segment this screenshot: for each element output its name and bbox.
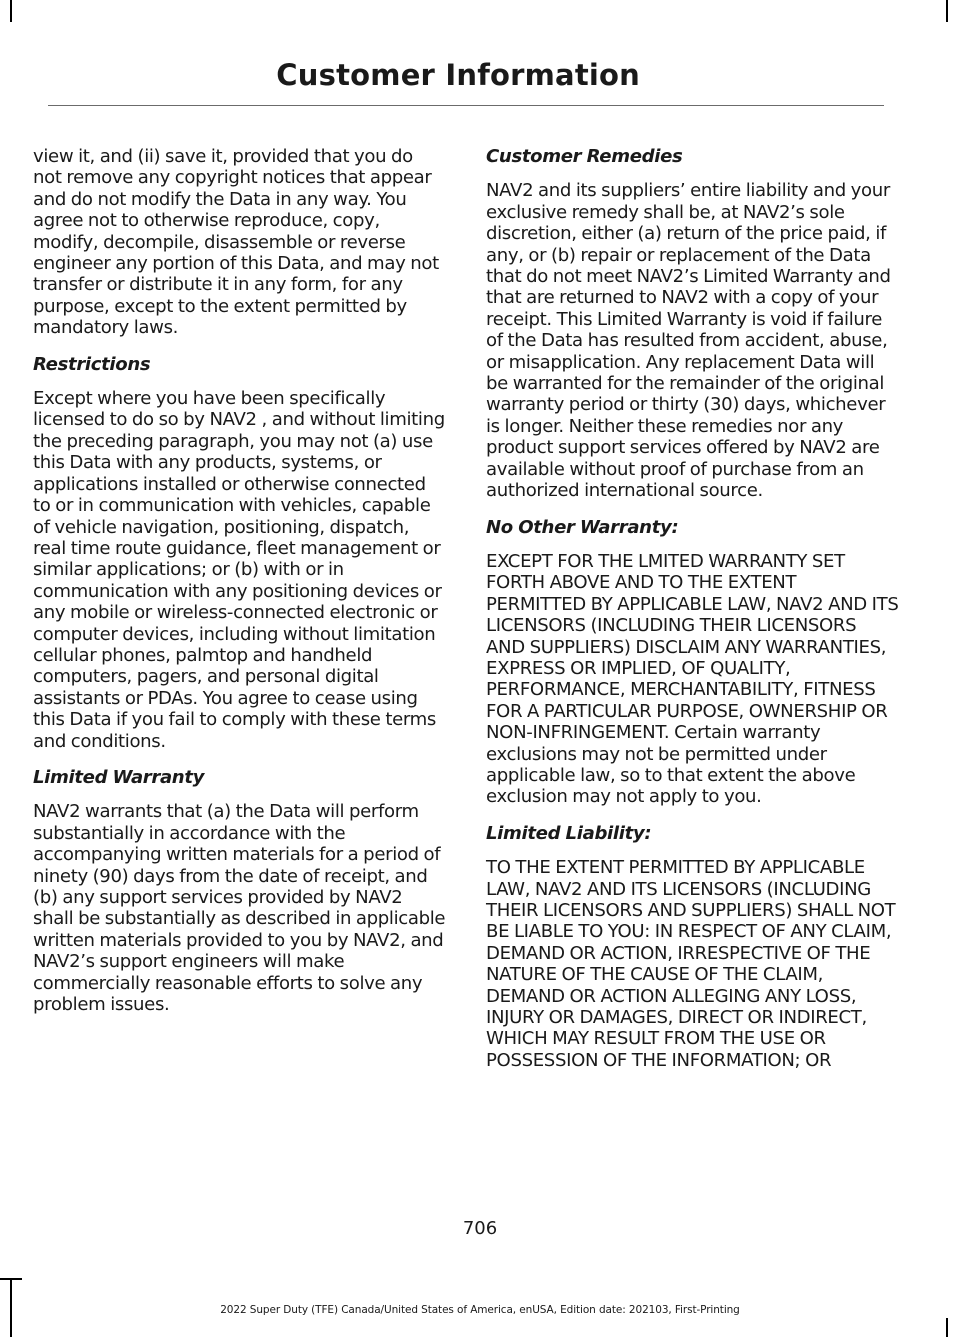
heading-customer-remedies: Customer Remedies [486, 146, 683, 167]
crop-mark-bottom-right-v [946, 1318, 948, 1337]
heading-limited-warranty: Limited Warranty [33, 766, 205, 788]
intro-paragraph: view it, and (ii) save it, provided that you do not remove any copyright notices that appear and do not modify the Data in any way. You agree not to otherwise reproduce, copy, modify, decompile, disassemble or reverse engineer any portion of this Data, and may not transfer or distribute it in any form, for any purpose, except to the extent permitted by mandatory laws. [33, 146, 439, 339]
heading-limited-liability: Limited Liability: [486, 822, 652, 844]
crop-mark-top-right-v [946, 0, 948, 22]
left-column [33, 146, 446, 1030]
limited-liability-paragraph: TO THE EXTENT PERMITTED BY APPLICABLE LAW, NAV2 AND ITS LICENSORS (INCLUDING THEIR LICENSORS AND SUPPLIERS) SHALL NOT BE LIABLE TO YOU: IN RESPECT OF ANY CLAIM, DEMAND OR ACTION, IRRESPECTIVE OF THE NATURE OF THE CAUSE OF THE CLAIM, DEMAND OR ACTION ALLEGING ANY LOSS, INJURY OR DAMAGES, DIRECT OR INDIRECT, WHICH MAY RESULT FROM THE USE OR POSSESSION OF THE INFORMATION; OR [486, 857, 896, 1071]
right-column [486, 146, 899, 1086]
heading-restrictions: Restrictions [33, 353, 151, 375]
header-divider [48, 105, 884, 106]
page-number: 706 [462, 1218, 498, 1239]
customer-remedies-paragraph: NAV2 and its suppliers’ entire liability and your exclusive remedy shall be, at NAV2’s sole discretion, either (a) return of the price paid, if any, or (b) repair or replacement of the Data that do not meet NAV2’s Limited Warranty and that are returned to NAV2 with a copy of your receipt. This Limited Warranty is void if failure of the Data has resulted from accident, abuse, or misapplication. Any replacement Data will be warranted for the remainder of the original warranty period or thirty (30) days, whichever is longer. Neither these remedies nor any product support services offered by NAV2 are available without proof of purchase from an authorized international source. [486, 180, 891, 502]
restrictions-paragraph: Except where you have been specifically licensed to do so by NAV2 , and without limiting the preceding paragraph, you may not (a) use this Data with any products, systems, or applications installed or otherwise connected to or in communication with vehicles, capable of vehicle navigation, positioning, dispatch, real time route guidance, fleet management or similar applications; or (b) with or in communication with any positioning devices or any mobile or wireless-connected electronic or computer devices, including without limitation cellular phones, palmtop and handheld computers, pagers, and personal digital assistants or PDAs. You agree to cease using this Data if you fail to comply with these terms and conditions. [33, 388, 445, 752]
heading-no-other-warranty: No Other Warranty: [486, 516, 679, 538]
page-title: Customer Information [276, 58, 640, 92]
limited-warranty-paragraph: NAV2 warrants that (a) the Data will perform substantially in accordance with the accompanying written materials for a period of ninety (90) days from the date of receipt, and (b) any support services provided by NAV2 shall be substantially as described in applicable written materials provided to you by NAV2, and NAV2’s support engineers will make commercially reasonable efforts to solve any problem issues. [33, 801, 446, 1016]
crop-mark-top-left-v [10, 0, 12, 22]
edition-footer: 2022 Super Duty (TFE) Canada/United States of America, enUSA, Edition date: 202103, First-Printing [220, 1304, 740, 1316]
no-other-warranty-paragraph: EXCEPT FOR THE LMITED WARRANTY SET FORTH ABOVE AND TO THE EXTENT PERMITTED BY APPLICABLE LAW, NAV2 AND ITS LICENSORS (INCLUDING THEIR LICENSORS AND SUPPLIERS) DISCLAIM ANY WARRANTIES, EXPRESS OR IMPLIED, OF QUALITY, PERFORMANCE, MERCHANTABILITY, FITNESS FOR A PARTICULAR PURPOSE, OWNERSHIP OR NON-INFRINGEMENT. Certain warranty exclusions may not be permitted under applicable law, so to that extent the above exclusion may not apply to you. [486, 550, 899, 808]
